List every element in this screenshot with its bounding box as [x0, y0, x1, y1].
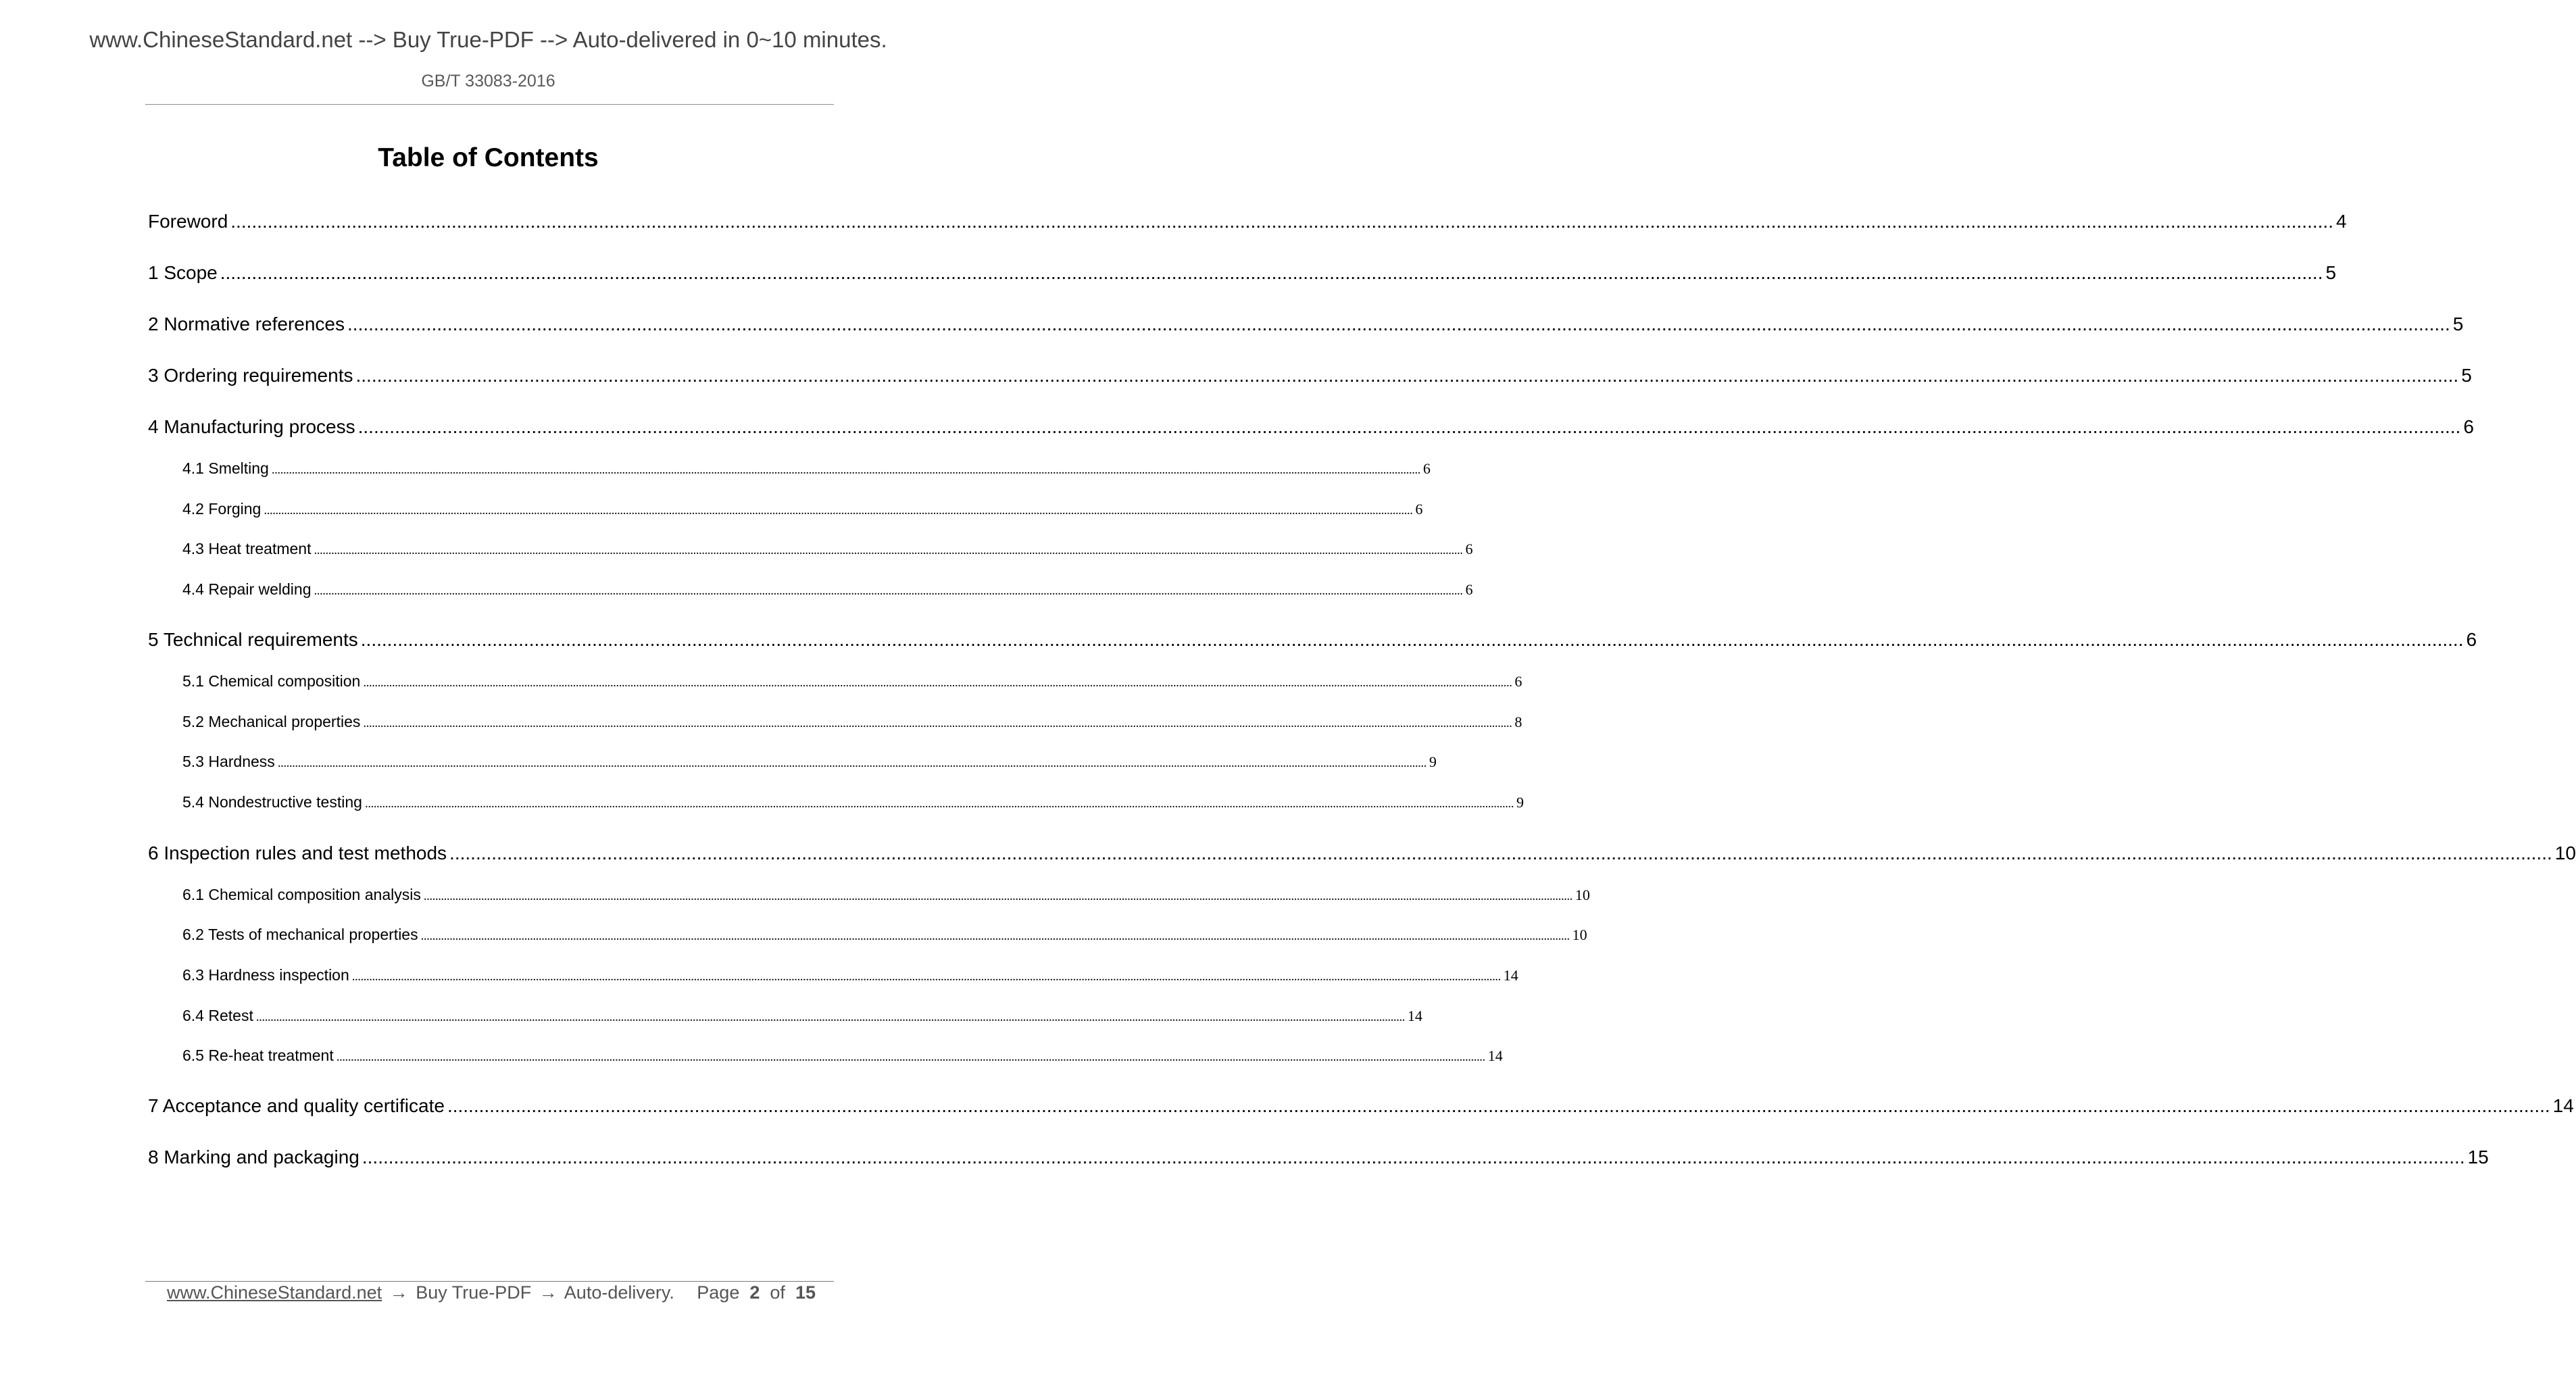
toc-entry-page: 6: [1465, 541, 1473, 557]
toc-leader-dots: ................................................................................................................................................................................................................................................................................................................................................................................................................: [360, 629, 2464, 650]
toc-leader-dots: ................................................................................................................................................................................................................................................................................................................................................................................................................: [449, 843, 2552, 863]
of-word: of: [770, 1282, 785, 1303]
toc-leader-dots: ................................................................................................................................................................................................................................................................................................................................................................................................................: [230, 211, 2333, 232]
toc-subentry[interactable]: [182, 793, 1524, 811]
toc-leader-dots: ................................................................................................................................................................................................................................................................................................................................................................................................................: [220, 262, 2323, 283]
toc-entry-page: 6: [1514, 673, 1522, 690]
toc-leader-dots: ................................................................................................................................................................................................................................................................................................................................................................................................................: [264, 503, 1413, 518]
toc-entry-page: 5: [2452, 313, 2464, 334]
toc-subentry[interactable]: [182, 459, 1431, 478]
standard-code: GB/T 33083-2016: [421, 72, 555, 91]
toc-entry[interactable]: [148, 313, 2464, 335]
toc-subentry[interactable]: [182, 1047, 1503, 1065]
toc-subentry[interactable]: [182, 672, 1522, 690]
toc-entry-page: 6: [1422, 460, 1431, 477]
toc-entry-label: 6.5 Re-heat treatment: [182, 1047, 334, 1064]
footer-buy-text: Buy True-PDF: [416, 1282, 532, 1303]
footer-divider: [145, 1281, 834, 1282]
toc-entry-label: 6.1 Chemical composition analysis: [182, 886, 421, 903]
toc-entry-label: 4.4 Repair welding: [182, 580, 312, 598]
toc-leader-dots: ................................................................................................................................................................................................................................................................................................................................................................................................................: [362, 1147, 2465, 1167]
toc-entry[interactable]: [148, 262, 2337, 284]
toc-entry-page: 8: [1514, 713, 1522, 730]
page-word: Page: [697, 1282, 740, 1303]
toc-entry-label: 2 Normative references: [148, 313, 345, 334]
toc-subentry[interactable]: [182, 540, 1473, 558]
page-footer: [167, 1282, 816, 1315]
toc-leader-dots: ................................................................................................................................................................................................................................................................................................................................................................................................................: [347, 313, 2450, 334]
toc-entry[interactable]: [148, 843, 2576, 864]
toc-entry-page: 5: [2461, 365, 2472, 386]
toc-leader-dots: ................................................................................................................................................................................................................................................................................................................................................................................................................: [351, 970, 1501, 984]
toc-leader-dots: ................................................................................................................................................................................................................................................................................................................................................................................................................: [255, 1010, 1405, 1024]
toc-entry-label: 6.4 Retest: [182, 1007, 253, 1024]
toc-entry-label: 8 Marking and packaging: [148, 1147, 360, 1167]
toc-entry-label: 6.2 Tests of mechanical properties: [182, 926, 418, 943]
footer-left: [167, 1282, 674, 1303]
toc-subentry[interactable]: [182, 966, 1518, 984]
toc-entry[interactable]: [148, 1095, 2574, 1117]
toc-entry-page: 14: [2552, 1095, 2574, 1116]
toc-leader-dots: ................................................................................................................................................................................................................................................................................................................................................................................................................: [364, 797, 1514, 811]
toc-leader-dots: ................................................................................................................................................................................................................................................................................................................................................................................................................: [314, 543, 1463, 557]
toc-title: Table of Contents: [378, 143, 599, 172]
current-page: 2: [749, 1282, 760, 1303]
toc-entry-page: 6: [2466, 629, 2477, 650]
toc-entry[interactable]: [148, 365, 2472, 386]
toc-entry[interactable]: [148, 211, 2347, 232]
toc-entry-label: 4.3 Heat treatment: [182, 540, 312, 557]
toc-entry-page: 6: [1465, 581, 1473, 598]
toc-entry-page: 10: [1572, 926, 1587, 943]
arrow-right-icon: →: [389, 1282, 408, 1303]
toc-entry-page: 14: [1503, 967, 1518, 984]
toc-entry-label: 5.4 Nondestructive testing: [182, 793, 362, 811]
toc-entry-page: 10: [2554, 843, 2576, 863]
toc-leader-dots: ................................................................................................................................................................................................................................................................................................................................................................................................................: [271, 463, 1420, 477]
page-indicator: [697, 1282, 816, 1303]
toc-subentry[interactable]: [182, 713, 1522, 731]
toc-entry[interactable]: [148, 629, 2477, 651]
total-pages: 15: [795, 1282, 816, 1303]
toc-entry-page: 14: [1407, 1007, 1422, 1024]
toc-entry-page: 4: [2335, 211, 2347, 232]
toc-leader-dots: ................................................................................................................................................................................................................................................................................................................................................................................................................: [314, 584, 1463, 598]
toc-leader-dots: ................................................................................................................................................................................................................................................................................................................................................................................................................: [357, 416, 2461, 437]
toc-entry-label: 3 Ordering requirements: [148, 365, 353, 386]
toc-entry-label: 5.3 Hardness: [182, 753, 275, 770]
toc-subentry[interactable]: [182, 500, 1423, 518]
toc-entry-label: 1 Scope: [148, 262, 218, 283]
toc-leader-dots: ................................................................................................................................................................................................................................................................................................................................................................................................................: [355, 365, 2459, 386]
footer-delivery-text: Auto-delivery.: [564, 1282, 674, 1303]
toc-leader-dots: ................................................................................................................................................................................................................................................................................................................................................................................................................: [423, 889, 1572, 903]
toc-leader-dots: ................................................................................................................................................................................................................................................................................................................................................................................................................: [447, 1095, 2550, 1116]
toc-entry-page: 6: [1415, 501, 1423, 518]
toc-entry-label: 5.2 Mechanical properties: [182, 713, 361, 730]
toc-entry-label: 4.2 Forging: [182, 500, 262, 518]
toc-entry-label: 4 Manufacturing process: [148, 416, 355, 437]
arrow-right-icon: →: [539, 1282, 558, 1303]
toc-leader-dots: ................................................................................................................................................................................................................................................................................................................................................................................................................: [363, 716, 1512, 730]
toc-entry-label: Foreword: [148, 211, 228, 232]
toc-subentry[interactable]: [182, 886, 1590, 904]
toc-subentry[interactable]: [182, 580, 1473, 599]
toc-entry-page: 15: [2467, 1147, 2489, 1167]
header-banner: www.ChineseStandard.net --> Buy True-PDF --> Auto-delivered in 0~10 minutes.: [89, 27, 887, 52]
toc-entry-label: 6 Inspection rules and test methods: [148, 843, 447, 863]
toc-entry[interactable]: [148, 416, 2474, 438]
toc-leader-dots: ................................................................................................................................................................................................................................................................................................................................................................................................................: [336, 1050, 1485, 1064]
toc-entry-label: 7 Acceptance and quality certificate: [148, 1095, 445, 1116]
toc-entry-page: 14: [1487, 1047, 1503, 1064]
toc-leader-dots: ................................................................................................................................................................................................................................................................................................................................................................................................................: [363, 676, 1512, 690]
footer-site-link[interactable]: www.ChineseStandard.net: [167, 1282, 382, 1303]
toc-entry-page: 9: [1429, 753, 1437, 770]
toc-leader-dots: ................................................................................................................................................................................................................................................................................................................................................................................................................: [420, 929, 1570, 943]
toc-subentry[interactable]: [182, 926, 1587, 944]
toc-entry-label: 4.1 Smelting: [182, 459, 269, 477]
toc-entry-label: 5.1 Chemical composition: [182, 672, 361, 690]
toc-entry-label: 5 Technical requirements: [148, 629, 358, 650]
toc-entry-label: 6.3 Hardness inspection: [182, 966, 349, 984]
toc-entry-page: 9: [1516, 794, 1524, 811]
toc-entry[interactable]: [148, 1147, 2489, 1168]
toc-leader-dots: ................................................................................................................................................................................................................................................................................................................................................................................................................: [277, 756, 1427, 770]
toc-entry-page: 5: [2325, 262, 2337, 283]
toc-subentry[interactable]: [182, 753, 1437, 771]
toc-entry-page: 6: [2463, 416, 2474, 437]
header-divider: [145, 104, 834, 105]
toc-subentry[interactable]: [182, 1007, 1422, 1025]
toc-entry-page: 10: [1575, 886, 1590, 903]
